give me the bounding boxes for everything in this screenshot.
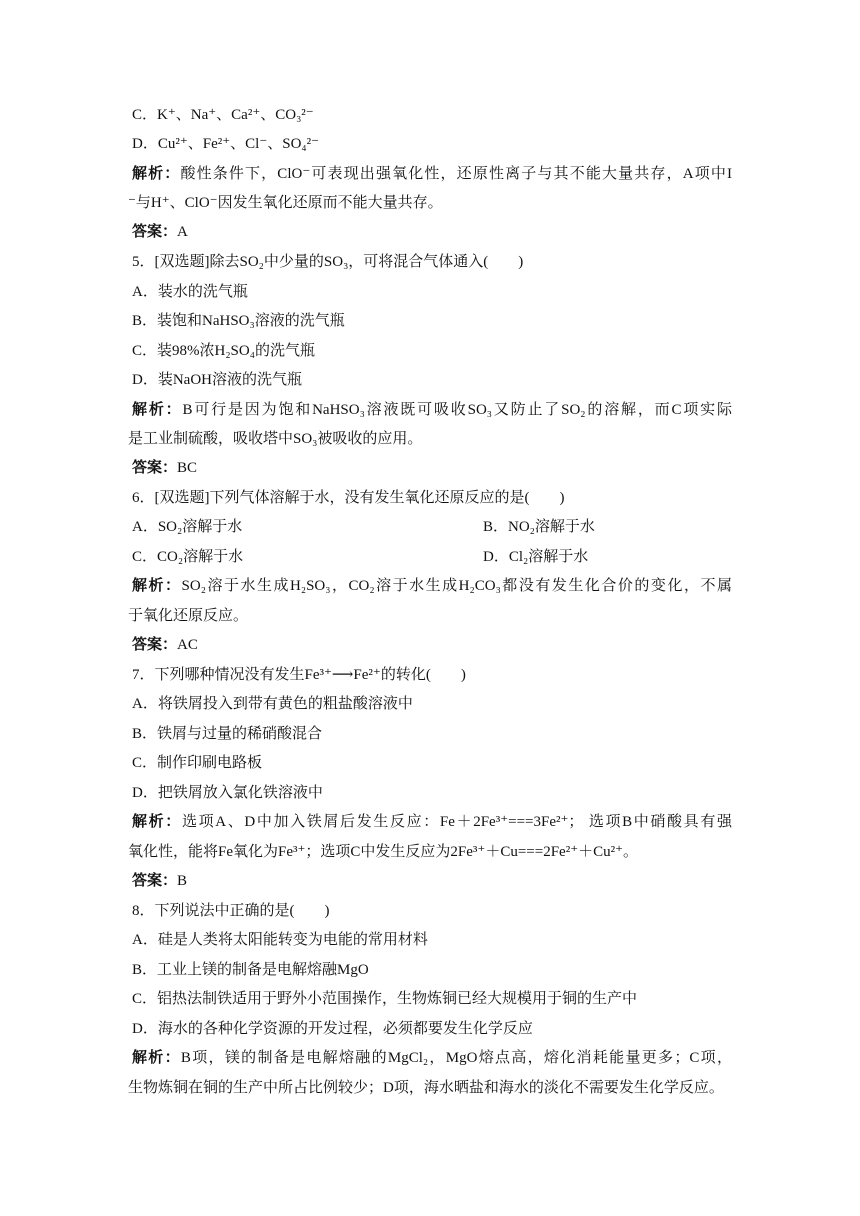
option-c: C．装98%浓H₂SO₄的洗气瓶 [132, 343, 315, 359]
question-7: 7．下列哪种情况没有发生Fe³⁺⟶Fe²⁺的转化( ) [132, 667, 466, 683]
analysis-8 [132, 1048, 732, 1068]
option-c: C．制作印刷电路板 [132, 755, 263, 771]
analysis-label: 解析： [132, 166, 181, 182]
analysis-text: B可行是因为饱和NaHSO₃溶液既可吸收SO₃又防止了SO₂的溶解，而C项实际 [182, 402, 732, 418]
analysis-text: SO₂溶于水生成H₂SO₃，CO₂溶于水生成H₂CO₃都没有发生化合价的变化，不属 [181, 578, 732, 594]
option-d: D．把铁屑放入氯化铁溶液中 [132, 785, 323, 801]
analysis-label: 解析： [132, 402, 183, 418]
answer-label: 答案： [132, 637, 178, 653]
option-d: D．海水的各种化学资源的开发过程，必须都要发生化学反应 [132, 1021, 533, 1037]
answer-value: B [177, 873, 188, 889]
analysis-6-cont: 于氧化还原反应。 [128, 608, 249, 624]
answer-value: AC [177, 637, 198, 653]
question-5: 5．[双选题]除去SO₂中少量的SO₃，可将混合气体通入( ) [132, 254, 524, 270]
analysis-label: 解析： [132, 578, 182, 594]
answer-5 [132, 458, 197, 478]
answer-6 [132, 635, 198, 655]
question-6: 6．[双选题]下列气体溶解于水，没有发生氧化还原反应的是( ) [132, 490, 565, 506]
option-c: C．铝热法制铁适用于野外小范围操作，生物炼铜已经大规模用于铜的生产中 [132, 991, 638, 1007]
analysis-7-cont: 氧化性，能将Fe氧化为Fe³⁺；选项C中发生反应为2Fe³⁺＋Cu===2Fe²⁺＋Cu²⁺。 [128, 844, 639, 860]
option-c: C．CO₂溶解于水 [132, 549, 244, 565]
option-b: B．工业上镁的制备是电解熔融MgO [132, 962, 369, 978]
analysis-7 [132, 812, 732, 832]
option-a: A．SO₂溶解于水 [132, 519, 243, 535]
analysis-label: 解析： [132, 1050, 181, 1066]
option-a: A．将铁屑投入到带有黄色的粗盐酸溶液中 [132, 696, 413, 712]
analysis-label: 解析： [132, 814, 182, 830]
answer-label: 答案： [132, 873, 178, 889]
answer-value: A [177, 224, 188, 240]
analysis-4-cont: ⁻与H⁺、ClO⁻因发生氧化还原而不能大量共存。 [128, 195, 443, 211]
analysis-text: B项，镁的制备是电解熔融的MgCl₂，MgO熔点高，熔化消耗能量更多；C项， [180, 1050, 732, 1066]
option-d: D．装NaOH溶液的洗气瓶 [132, 372, 302, 388]
analysis-5 [132, 400, 732, 420]
option-b: B．NO₂溶解于水 [483, 519, 595, 535]
option-a: A．装水的洗气瓶 [132, 284, 248, 300]
answer-4 [132, 222, 188, 242]
option-c: C．K⁺、Na⁺、Ca²⁺、CO₃²⁻ [132, 107, 314, 123]
analysis-5-cont: 是工业制硫酸，吸收塔中SO₃被吸收的应用。 [128, 431, 423, 447]
option-d: D．Cl₂溶解于水 [483, 549, 589, 565]
analysis-text: 酸性条件下，ClO⁻可表现出强氧化性，还原性离子与其不能大量共存，A项中I [180, 166, 732, 182]
analysis-8-cont: 生物炼铜在铜的生产中所占比例较少；D项，海水晒盐和海水的淡化不需要发生化学反应。 [128, 1080, 724, 1096]
option-d: D．Cu²⁺、Fe²⁺、Cl⁻、SO₄²⁻ [132, 136, 320, 152]
option-b: B．装饱和NaHSO₃溶液的洗气瓶 [132, 313, 345, 329]
answer-7 [132, 871, 187, 891]
answer-label: 答案： [132, 460, 178, 476]
question-8: 8．下列说法中正确的是( ) [132, 903, 330, 919]
option-b: B．铁屑与过量的稀硝酸混合 [132, 726, 323, 742]
answer-label: 答案： [132, 224, 178, 240]
analysis-4 [132, 164, 732, 184]
answer-value: BC [177, 460, 198, 476]
analysis-6 [132, 576, 732, 596]
option-a: A．硅是人类将太阳能转变为电能的常用材料 [132, 932, 428, 948]
analysis-text: 选项A、D中加入铁屑后发生反应：Fe＋2Fe³⁺===3Fe²⁺； 选项B中硝酸具有强 [181, 814, 732, 830]
